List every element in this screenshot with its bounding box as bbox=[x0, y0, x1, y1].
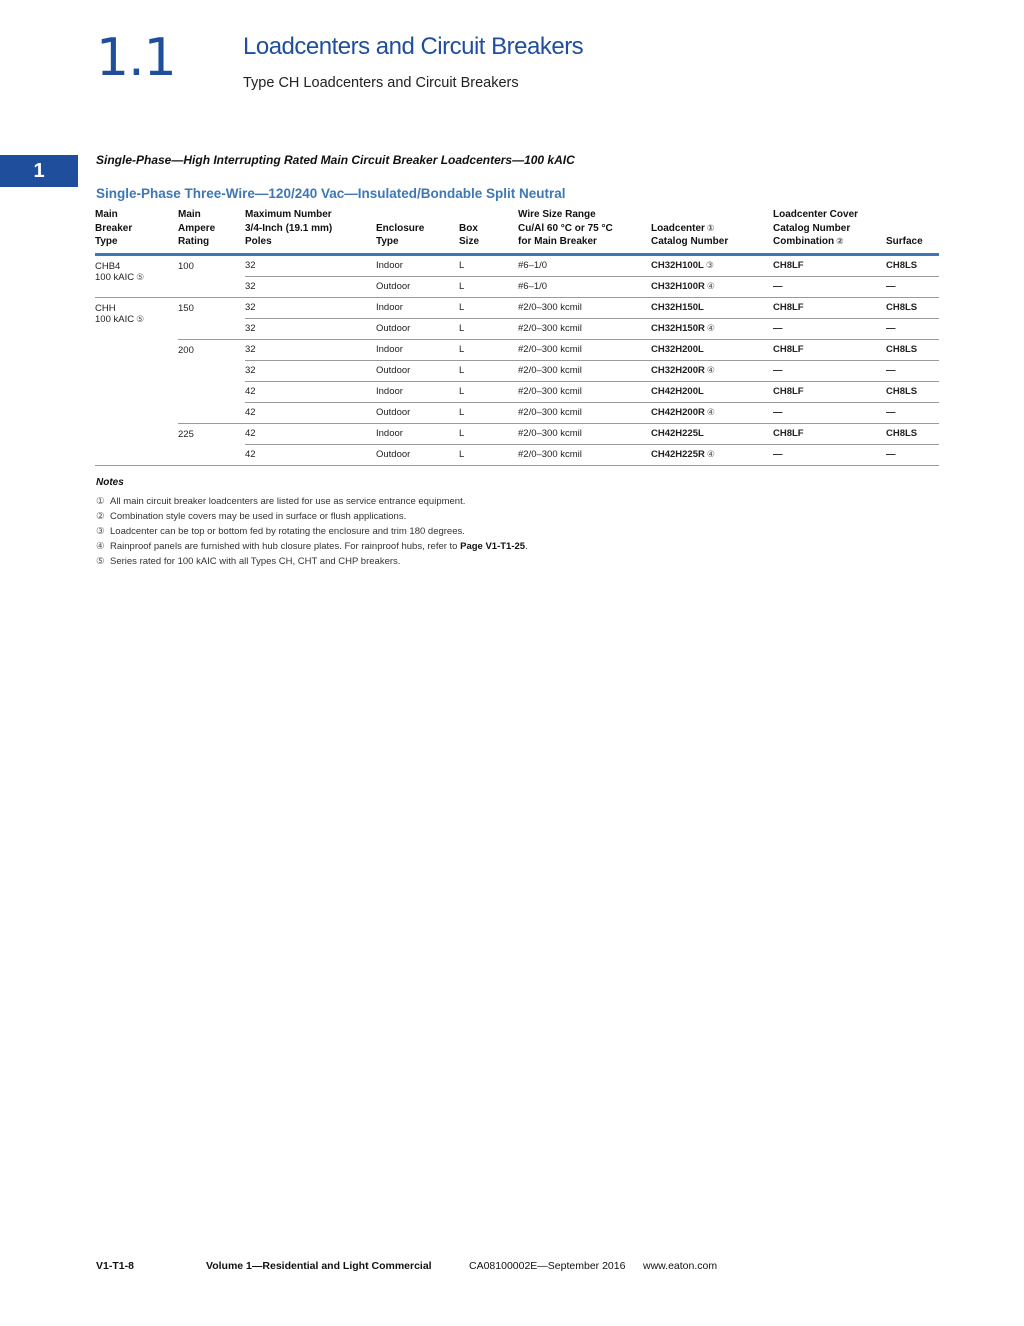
cell-poles: 32 bbox=[245, 254, 376, 276]
note-item: ③ Loadcenter can be top or bottom fed by rotating the enclosure and trim 180 degrees. bbox=[96, 526, 465, 537]
cell-enclosure: Outdoor bbox=[376, 402, 459, 423]
cell-catalog-number: CH32H200L bbox=[651, 339, 773, 360]
cell-box-size: L bbox=[459, 297, 518, 318]
cell-combination: CH8LF bbox=[773, 381, 886, 402]
cell-catalog-number: CH42H200R ④ bbox=[651, 402, 773, 423]
cell-poles: 42 bbox=[245, 423, 376, 444]
cell-surface: — bbox=[886, 444, 939, 465]
note-item: ② Combination style covers may be used in surface or flush applications. bbox=[96, 511, 407, 522]
cell-catalog-number: CH42H225R ④ bbox=[651, 444, 773, 465]
cell-enclosure: Outdoor bbox=[376, 360, 459, 381]
cell-breaker-type: CHB4 100 kAIC ⑤ bbox=[95, 254, 178, 297]
cell-box-size: L bbox=[459, 423, 518, 444]
cell-wire-size: #2/0–300 kcmil bbox=[518, 297, 651, 318]
cell-ampere-rating: 150 bbox=[178, 297, 245, 339]
cell-surface: — bbox=[886, 360, 939, 381]
cell-wire-size: #6–1/0 bbox=[518, 276, 651, 297]
cell-wire-size: #2/0–300 kcmil bbox=[518, 318, 651, 339]
cell-combination: CH8LF bbox=[773, 254, 886, 276]
table-subheading: Single-Phase Three-Wire—120/240 Vac—Insulated/Bondable Split Neutral bbox=[96, 186, 566, 201]
table-body bbox=[95, 254, 939, 465]
cell-box-size: L bbox=[459, 360, 518, 381]
cell-combination: — bbox=[773, 402, 886, 423]
cell-box-size: L bbox=[459, 276, 518, 297]
cell-catalog-number: CH32H100L ③ bbox=[651, 254, 773, 276]
cell-enclosure: Indoor bbox=[376, 423, 459, 444]
cell-catalog-number: CH42H225L bbox=[651, 423, 773, 444]
cell-poles: 42 bbox=[245, 444, 376, 465]
col-wire-size: Wire Size Range Cu/Al 60 °C or 75 °C for Main Breaker bbox=[518, 208, 651, 254]
cell-surface: — bbox=[886, 276, 939, 297]
col-loadcenter-catalog: Loadcenter ① Catalog Number bbox=[651, 208, 773, 254]
cell-enclosure: Outdoor bbox=[376, 444, 459, 465]
note-item: ⑤ Series rated for 100 kAIC with all Types CH, CHT and CHP breakers. bbox=[96, 556, 401, 567]
cell-surface: CH8LS bbox=[886, 297, 939, 318]
cell-wire-size: #2/0–300 kcmil bbox=[518, 381, 651, 402]
cell-poles: 42 bbox=[245, 402, 376, 423]
cell-surface: CH8LS bbox=[886, 423, 939, 444]
note-item: ④ Rainproof panels are furnished with hub closure plates. For rainproof hubs, refer to Page V1-T1-25. bbox=[96, 541, 528, 552]
cell-wire-size: #2/0–300 kcmil bbox=[518, 423, 651, 444]
cell-catalog-number: CH32H100R ④ bbox=[651, 276, 773, 297]
cell-wire-size: #2/0–300 kcmil bbox=[518, 444, 651, 465]
cell-ampere-rating: 100 bbox=[178, 254, 245, 297]
footer-volume: Volume 1—Residential and Light Commercial bbox=[206, 1260, 432, 1272]
col-enclosure-type: Enclosure Type bbox=[376, 208, 459, 254]
footer-page: V1-T1-8 bbox=[96, 1260, 134, 1272]
cell-poles: 32 bbox=[245, 360, 376, 381]
cell-combination: CH8LF bbox=[773, 297, 886, 318]
cell-catalog-number: CH32H150R ④ bbox=[651, 318, 773, 339]
cell-catalog-number: CH42H200L bbox=[651, 381, 773, 402]
cell-wire-size: #2/0–300 kcmil bbox=[518, 402, 651, 423]
loadcenter-table bbox=[95, 208, 939, 466]
cell-box-size: L bbox=[459, 254, 518, 276]
cell-box-size: L bbox=[459, 318, 518, 339]
cell-catalog-number: CH32H200R ④ bbox=[651, 360, 773, 381]
cell-enclosure: Outdoor bbox=[376, 318, 459, 339]
cell-enclosure: Indoor bbox=[376, 339, 459, 360]
cell-poles: 32 bbox=[245, 318, 376, 339]
col-surface: Surface bbox=[886, 208, 939, 254]
table-row bbox=[95, 339, 939, 360]
cell-surface: CH8LS bbox=[886, 254, 939, 276]
cell-box-size: L bbox=[459, 444, 518, 465]
cell-surface: — bbox=[886, 318, 939, 339]
cell-surface: CH8LS bbox=[886, 339, 939, 360]
cell-enclosure: Indoor bbox=[376, 381, 459, 402]
cell-combination: CH8LF bbox=[773, 423, 886, 444]
cell-ampere-rating: 225 bbox=[178, 423, 245, 465]
notes-title: Notes bbox=[96, 477, 124, 488]
col-main-breaker-type: Main Breaker Type bbox=[95, 208, 178, 254]
note-item: ① All main circuit breaker loadcenters are listed for use as service entrance equipment. bbox=[96, 496, 466, 507]
table-row bbox=[95, 297, 939, 318]
cell-wire-size: #6–1/0 bbox=[518, 254, 651, 276]
col-max-poles: Maximum Number 3/4-Inch (19.1 mm) Poles bbox=[245, 208, 376, 254]
notes bbox=[96, 477, 528, 569]
cell-poles: 42 bbox=[245, 381, 376, 402]
cell-combination: — bbox=[773, 444, 886, 465]
cell-box-size: L bbox=[459, 402, 518, 423]
cell-ampere-rating: 200 bbox=[178, 339, 245, 423]
footer-url: www.eaton.com bbox=[643, 1260, 718, 1272]
cell-poles: 32 bbox=[245, 297, 376, 318]
cell-enclosure: Outdoor bbox=[376, 276, 459, 297]
cell-poles: 32 bbox=[245, 339, 376, 360]
col-cover-combination: Loadcenter Cover Catalog Number Combination ② bbox=[773, 208, 886, 254]
cell-enclosure: Indoor bbox=[376, 297, 459, 318]
col-box-size: Box Size bbox=[459, 208, 518, 254]
col-main-ampere-rating: Main Ampere Rating bbox=[178, 208, 245, 254]
chapter-tab: 1 bbox=[0, 155, 78, 187]
cell-breaker-type: CHH 100 kAIC ⑤ bbox=[95, 297, 178, 465]
cell-surface: CH8LS bbox=[886, 381, 939, 402]
cell-box-size: L bbox=[459, 339, 518, 360]
cell-combination: CH8LF bbox=[773, 339, 886, 360]
cell-enclosure: Indoor bbox=[376, 254, 459, 276]
section-number: 1.1 bbox=[96, 28, 176, 88]
cell-combination: — bbox=[773, 318, 886, 339]
cell-catalog-number: CH32H150L bbox=[651, 297, 773, 318]
cell-wire-size: #2/0–300 kcmil bbox=[518, 339, 651, 360]
page-subtitle: Type CH Loadcenters and Circuit Breakers bbox=[243, 75, 519, 91]
cell-poles: 32 bbox=[245, 276, 376, 297]
table-row bbox=[95, 254, 939, 276]
page-reference-link[interactable]: Page V1-T1-25 bbox=[460, 541, 526, 552]
cell-combination: — bbox=[773, 360, 886, 381]
table-row bbox=[95, 423, 939, 444]
cell-wire-size: #2/0–300 kcmil bbox=[518, 360, 651, 381]
cell-box-size: L bbox=[459, 381, 518, 402]
table-header-row bbox=[95, 208, 939, 254]
footer-doc: CA08100002E—September 2016 bbox=[469, 1260, 626, 1272]
cell-combination: — bbox=[773, 276, 886, 297]
table-heading: Single-Phase—High Interrupting Rated Main Circuit Breaker Loadcenters—100 kAIC bbox=[96, 153, 575, 167]
page-title: Loadcenters and Circuit Breakers bbox=[243, 33, 584, 60]
cell-surface: — bbox=[886, 402, 939, 423]
